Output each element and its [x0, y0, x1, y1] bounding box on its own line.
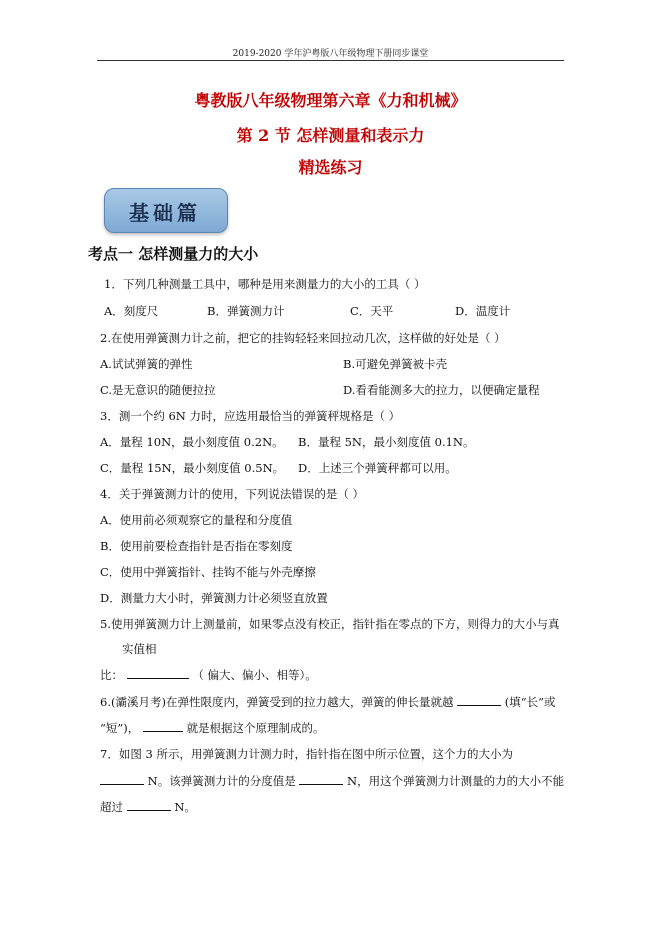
q2-stem: 2.在使用弹簧测力计之前，把它的挂钩轻轻来回拉动几次，这样做的好处是（ ） [100, 331, 506, 345]
q7-line3 [100, 799, 196, 815]
q1-stem: 1．下列几种测量工具中，哪种是用来测量力的大小的工具（ ） [104, 277, 426, 291]
q6-answer-blank-1[interactable] [457, 694, 501, 706]
q2-option-d: D.看看能测多大的拉力，以便确定量程 [343, 383, 540, 397]
basics-badge-label: 基础篇 [129, 201, 201, 225]
q3-option-d: D．上述三个弹簧秤都可以用。 [298, 461, 457, 475]
q4-option-d: D．测量力大小时，弹簧测力计必须竖直放置 [100, 591, 328, 605]
subtitle: 精选练习 [298, 158, 363, 177]
q7-text-a: N。该弹簧测力计的分度值是 [147, 774, 296, 788]
q1-option-a: A．刻度尺 [104, 304, 159, 318]
q7-line1: 7．如图 3 所示，用弹簧测力计测力时，指针指在图中所示位置，这个力的大小为 [100, 747, 513, 761]
q3-option-c: C．量程 15N，最小刻度值 0.5N。 [100, 461, 285, 475]
section-title: 第 2 节 怎样测量和表示力 [236, 126, 425, 145]
q6-line2 [100, 720, 325, 736]
q7-answer-blank-1[interactable] [100, 773, 144, 785]
q4-option-b: B．使用前要检查指针是否指在零刻度 [100, 539, 293, 553]
q6-text-c: “短”)， [100, 721, 140, 735]
q1-option-d: D．温度计 [455, 304, 511, 318]
q4-stem: 4．关于弹簧测力计的使用，下列说法错误的是（ ） [100, 487, 364, 501]
q2-option-c: C.是无意识的随便拉拉 [100, 383, 216, 397]
q5-answer-blank[interactable] [127, 667, 189, 679]
q7-text-b: N，用这个弹簧测力计测量的力的大小不能 [347, 774, 565, 788]
q6-answer-blank-2[interactable] [143, 720, 183, 732]
q7-text-d: N。 [174, 800, 196, 814]
q7-answer-blank-3[interactable] [127, 799, 171, 811]
topic-heading: 考点一 怎样测量力的大小 [88, 245, 259, 263]
q1-option-b: B．弹簧测力计 [207, 304, 285, 318]
q5-line1: 5.使用弹簧测力计上测量前，如果零点没有校正，指针指在零点的下方，则得力的大小与真 [100, 617, 560, 631]
q6-text-b: (填“长”或 [504, 695, 556, 709]
q3-option-b: B．量程 5N，最小刻度值 0.1N。 [298, 435, 475, 449]
q4-option-a: A．使用前必须观察它的量程和分度值 [100, 513, 293, 527]
q6-text-d: 就是根据这个原理制成的。 [186, 721, 325, 735]
q5-line3 [100, 667, 317, 683]
q6-text-a: 6.(灞溪月考)在弹性限度内，弹簧受到的拉力越大，弹簧的伸长量就越 [100, 695, 454, 709]
q7-line2 [100, 773, 564, 789]
q6-line1 [100, 694, 556, 710]
q7-text-c: 超过 [100, 800, 123, 814]
page-header: 2019-2020 学年沪粤版八年级物理下册同步课堂 [232, 49, 429, 59]
q1-option-c: C．天平 [350, 304, 394, 318]
q2-option-a: A.试试弹簧的弹性 [100, 357, 193, 371]
main-title: 粤教版八年级物理第六章《力和机械》 [194, 91, 467, 110]
header-rule [97, 60, 564, 61]
q2-option-b: B.可避免弹簧被卡壳 [343, 357, 448, 371]
q7-answer-blank-2[interactable] [299, 773, 343, 785]
q4-option-c: C．使用中弹簧指针、挂钩不能与外壳摩擦 [100, 565, 316, 579]
q3-stem: 3．测一个约 6N 力时，应选用最恰当的弹簧秤规格是（ ） [100, 409, 401, 423]
q5-prefix: 比： [100, 668, 123, 682]
q5-suffix: （ 偏大、偏小、相等）。 [192, 668, 317, 682]
q3-option-a: A．量程 10N，最小刻度值 0.2N。 [100, 435, 284, 449]
q5-line2: 实值相 [122, 642, 157, 656]
